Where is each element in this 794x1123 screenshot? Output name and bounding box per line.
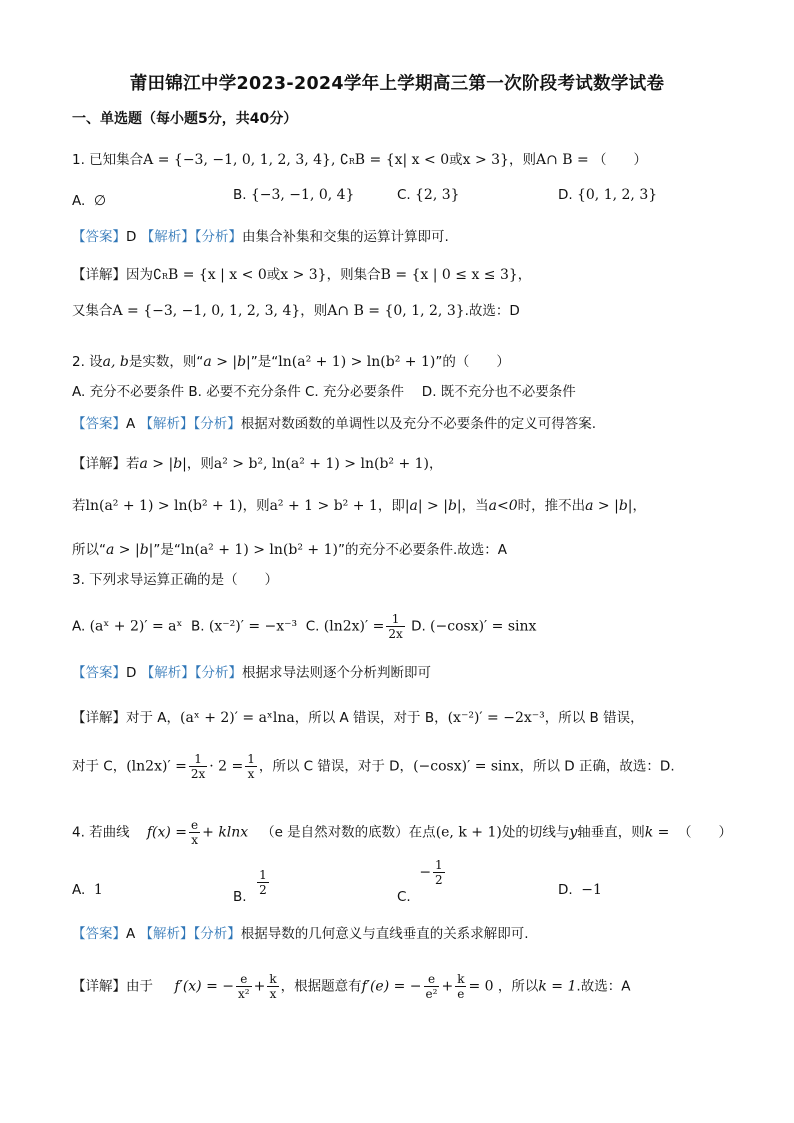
- q4-d1c-den: x²: [238, 987, 250, 1001]
- q4-option-a-value: 1: [93, 882, 103, 898]
- q3-d2d: · 2 =: [209, 758, 244, 775]
- q1-detail2-choice: .故选：D: [464, 303, 520, 319]
- q1-detail-r: R: [161, 272, 168, 281]
- q4-d1k: = 0: [468, 978, 494, 995]
- q4-detail-1: [72, 972, 630, 1001]
- q1-option-c-label: C.: [397, 187, 411, 203]
- q2-d3e: ”的充分不必要条件.故选：A: [337, 542, 507, 558]
- q1-answer-line: [72, 225, 449, 245]
- q1-expr: A∩ B =: [535, 152, 589, 168]
- q3-detail-1: [72, 706, 644, 726]
- q3-option-d-label: D.: [411, 618, 426, 635]
- q4-option-c-label: C.: [397, 888, 411, 905]
- q4-option-d: [558, 882, 602, 898]
- q4-option-b-frac: [257, 868, 269, 897]
- q3-d2g: (−cosx)′ = sinx: [413, 758, 520, 775]
- q3-option-c-frac: [386, 612, 404, 641]
- q1-set-r: R: [348, 157, 355, 166]
- q3-option-c-lhs: (ln2x)′ =: [323, 618, 385, 635]
- q3-d2c-den: 2x: [190, 767, 206, 781]
- q3-detail-tag: 【详解】: [72, 710, 126, 726]
- q1-detail-text: 因为: [126, 267, 153, 283]
- q4-option-c: [397, 858, 447, 905]
- q3-option-c-num: 1: [386, 612, 404, 627]
- q3-d2a: 对于 C，: [72, 758, 127, 775]
- q1-then: ，则: [508, 152, 536, 168]
- q1-option-c-value: {2, 3}: [415, 187, 460, 203]
- section-heading: 一、单选题（每小题5分，共40分）: [72, 111, 298, 127]
- q1-analysis: 由集合补集和交集的运算计算即可.: [241, 229, 449, 245]
- q2-options: A. 充分不必要条件 B. 必要不充分条件 C. 充分必要条件 D. 既不充分也不必要条件: [72, 384, 576, 400]
- q4-option-d-value: −1: [581, 882, 602, 898]
- q4-d1c-frac: [236, 972, 252, 1001]
- page-title: 莆田锦江中学2023-2024学年上学期高三第一次阶段考试数学试卷: [129, 74, 665, 94]
- q4-d1f: ，根据题意有: [280, 978, 362, 995]
- q3-d2c-num: 1: [189, 752, 207, 767]
- q2-analysis: 根据对数函数的单调性以及充分不必要条件的定义可得答案.: [240, 416, 597, 432]
- q2-d3b: a > |b|: [106, 542, 154, 558]
- q4-d1n: .故选：A: [576, 978, 631, 995]
- q2-d3c: ”是“: [153, 542, 181, 558]
- q2-d2b: ln(a² + 1) > ln(b² + 1): [85, 498, 243, 514]
- q4-option-c-frac: [433, 858, 445, 887]
- q4-fx-rest: + klnx: [202, 824, 249, 841]
- q4-stem-d: 轴垂直，则: [577, 824, 645, 841]
- q4-option-b-label: B.: [233, 888, 247, 905]
- q2-cond1: a > |b|: [203, 354, 251, 370]
- q2-d2d: a² + 1 > b² + 1: [269, 498, 378, 514]
- q1-detail-comma: ，: [517, 267, 532, 283]
- q4-stem: [72, 818, 732, 847]
- q3-option-c-den: 2x: [388, 627, 403, 641]
- q3-option-c-label: C.: [305, 618, 320, 635]
- q1-option-d-value: {0, 1, 2, 3}: [576, 187, 658, 203]
- q4-answer-line: [72, 922, 529, 942]
- q4-d1e-num: k: [269, 972, 277, 986]
- q1-detail2-then: ，则: [300, 303, 328, 319]
- q3-d1d: (x⁻²)′ = −2x⁻³: [447, 710, 545, 726]
- q3-d2e-den: x: [247, 767, 255, 781]
- q1-answer: D: [126, 229, 137, 245]
- q4-d1d: +: [253, 978, 266, 995]
- q2-d3a: 所以“: [72, 542, 106, 558]
- q4-detail-tag: 【详解】: [72, 978, 126, 995]
- q2-d1e: ，: [429, 456, 443, 472]
- q4-d1j-den: e: [457, 987, 465, 1001]
- q1-option-b: [233, 187, 354, 203]
- q2-stem-d: ”的（ ）: [435, 354, 510, 370]
- q2-detail-2: [72, 494, 646, 514]
- q1-detail-set-tail: x > 3}: [280, 267, 327, 283]
- q4-k: k =: [644, 824, 670, 841]
- q3-option-b-label: B.: [191, 618, 205, 635]
- q1-option-b-label: B.: [233, 187, 247, 203]
- q2-stem-b: 是实数，则“: [128, 354, 204, 370]
- q4-option-c-sign: −: [419, 864, 432, 881]
- q3-options: [72, 612, 536, 641]
- q3-analysis: 根据求导法则逐个分析判断即可: [241, 665, 431, 681]
- q4-option-d-label: D.: [558, 882, 573, 898]
- q1-stem: [72, 148, 647, 168]
- q1-detail-set-b: B = {x | 0 ≤ x ≤ 3}: [380, 267, 518, 283]
- q1-set-b: B = {x| x < 0: [354, 152, 450, 168]
- q2-stem-text: 2. 设: [72, 354, 103, 370]
- q2-d2c: ，则: [242, 498, 270, 514]
- q4-d1h-frac: [424, 972, 440, 1001]
- q2-d1d: a² > b², ln(a² + 1) > ln(b² + 1): [213, 456, 430, 472]
- q4-option-c-den: 2: [435, 873, 443, 887]
- q3-option-a-label: A.: [72, 618, 86, 635]
- q1-option-c: [397, 187, 460, 203]
- q1-detail-then: ，则集合: [326, 267, 381, 283]
- q4-d1e-den: x: [269, 987, 277, 1001]
- q2-answer: A: [126, 416, 136, 432]
- q1-detail2-set-a: A = {−3, −1, 0, 1, 2, 3, 4}: [112, 303, 301, 319]
- q4-d1j-frac: [455, 972, 466, 1001]
- q2-stem: [72, 350, 510, 370]
- q4-d1l: ，所以: [497, 978, 539, 995]
- q4-option-b-den: 2: [259, 883, 267, 897]
- q1-set-a: A = {−3, −1, 0, 1, 2, 3, 4}, ∁: [143, 152, 349, 168]
- q4-analysis: 根据导数的几何意义与直线垂直的关系求解即可.: [240, 926, 529, 942]
- q2-answer-tag: 【答案】: [72, 416, 126, 432]
- q1-option-a-value: ∅: [93, 193, 107, 209]
- q4-d1e-frac: [267, 972, 278, 1001]
- q2-analysis-tag: 【解析】【分析】: [139, 416, 241, 432]
- q4-d1c-num: e: [236, 972, 252, 987]
- q3-answer-line: [72, 661, 431, 681]
- q2-d1a: 若: [126, 456, 140, 472]
- q2-d2k: ，: [632, 498, 646, 514]
- q3-d1a: 对于 A，: [126, 710, 181, 726]
- q3-d1b: (aˣ + 2)′ = aˣlna: [180, 710, 295, 726]
- q1-detail-set: B = {x | x < 0: [167, 267, 267, 283]
- q4-d1j-num: k: [457, 972, 465, 986]
- q3-d2b: (ln2x)′ =: [126, 758, 187, 775]
- q4-point: (e, k + 1): [435, 824, 502, 841]
- q1-option-d-label: D.: [558, 187, 573, 203]
- q2-d1b: a > |b|: [139, 456, 187, 472]
- q4-option-a: [72, 882, 103, 898]
- q1-option-a: [72, 193, 106, 209]
- q3-d2f: ，所以 C 错误，对于 D，: [258, 758, 414, 775]
- q1-answer-tag: 【答案】: [72, 229, 126, 245]
- q2-detail-1: [72, 452, 443, 472]
- q4-d1i: +: [441, 978, 454, 995]
- q4-d1h-num: e: [424, 972, 440, 987]
- q2-d2i: 时，推不出: [517, 498, 586, 514]
- q4-stem-text: 4. 若曲线: [72, 824, 130, 841]
- q2-d2j: a > |b|: [585, 498, 633, 514]
- q2-d2e: ，即: [377, 498, 405, 514]
- q1-detail2-result: A∩ B = {0, 1, 2, 3}: [327, 303, 465, 319]
- q3-d2e-frac: [245, 752, 257, 781]
- q3-d1e: ，所以 B 错误，: [544, 710, 644, 726]
- q2-stem-c: ”是“: [250, 354, 279, 370]
- q3-d2h: ，所以 D 正确，故选：D.: [519, 758, 675, 775]
- q1-detail2-text: 又集合: [72, 303, 113, 319]
- q3-option-a: (aˣ + 2)′ = aˣ: [89, 618, 183, 635]
- q1-set-b-tail: x > 3}: [462, 152, 509, 168]
- q4-d1m: k = 1: [538, 978, 577, 995]
- q4-y: y: [569, 824, 578, 841]
- q2-d2f: |a| > |b|: [404, 498, 462, 514]
- q4-fx-frac: [189, 818, 200, 847]
- q4-stem-c: 处的切线与: [501, 824, 570, 841]
- q4-d1h-den: e²: [425, 987, 438, 1001]
- q1-option-d: [558, 187, 657, 203]
- q4-analysis-tag: 【解析】【分析】: [139, 926, 241, 942]
- q4-option-b-num: 1: [259, 868, 267, 882]
- q4-paren: （ ）: [678, 824, 733, 841]
- q4-d1g: f′(e) = −: [361, 978, 422, 995]
- q2-d2g: ，当: [461, 498, 489, 514]
- q1-detail-complement: ∁: [153, 267, 162, 283]
- q2-d3d: ln(a² + 1) > ln(b² + 1): [180, 542, 338, 558]
- q1-option-b-value: {−3, −1, 0, 4}: [250, 187, 355, 203]
- q1-detail-1: [72, 263, 531, 283]
- q2-detail-tag: 【详解】: [72, 456, 126, 472]
- q2-d1c: ，则: [186, 456, 214, 472]
- q3-stem: 3. 下列求导运算正确的是（ ）: [72, 572, 279, 588]
- q3-option-d: (−cosx)′ = sinx: [430, 618, 537, 635]
- q4-d1b: f′(x) = −: [174, 978, 235, 995]
- q4-answer-tag: 【答案】: [72, 926, 126, 942]
- q4-option-a-label: A.: [72, 882, 86, 898]
- q4-option-c-num: 1: [435, 858, 443, 872]
- q2-detail-3: [72, 538, 507, 558]
- q2-d2a: 若: [72, 498, 86, 514]
- q4-answer: A: [126, 926, 136, 942]
- q3-option-b: (x⁻²)′ = −x⁻³: [208, 618, 298, 635]
- q1-analysis-tag: 【解析】【分析】: [140, 229, 242, 245]
- q4-fx-num: e: [191, 818, 199, 832]
- q3-d1c: ，所以 A 错误，对于 B，: [294, 710, 448, 726]
- q3-d2c-frac: [189, 752, 207, 781]
- q1-detail-2: [72, 299, 520, 319]
- q1-paren: （ ）: [593, 152, 648, 168]
- q3-analysis-tag: 【解析】【分析】: [140, 665, 242, 681]
- q3-answer-tag: 【答案】: [72, 665, 126, 681]
- q2-ab: a, b: [102, 354, 129, 370]
- q4-d1a: 由于: [126, 978, 153, 995]
- q3-answer: D: [126, 665, 137, 681]
- q4-fx-lhs: f(x) =: [146, 824, 188, 841]
- q3-detail-2: [72, 752, 675, 781]
- q4-fx-den: x: [191, 833, 198, 847]
- q3-d2e-num: 1: [247, 752, 255, 766]
- q1-option-a-label: A.: [72, 193, 86, 209]
- q1-detail-tag: 【详解】: [72, 267, 126, 283]
- q1-stem-text: 1. 已知集合: [72, 152, 144, 168]
- q2-cond2: ln(a² + 1) > ln(b² + 1): [278, 354, 436, 370]
- q4-stem-b: （e 是自然对数的底数）在点: [261, 824, 436, 841]
- q1-or: 或: [449, 152, 463, 168]
- q2-answer-line: [72, 412, 596, 432]
- q2-d2h: a<0: [488, 498, 518, 514]
- q1-detail-or: 或: [266, 267, 281, 283]
- q4-option-b: [233, 868, 271, 905]
